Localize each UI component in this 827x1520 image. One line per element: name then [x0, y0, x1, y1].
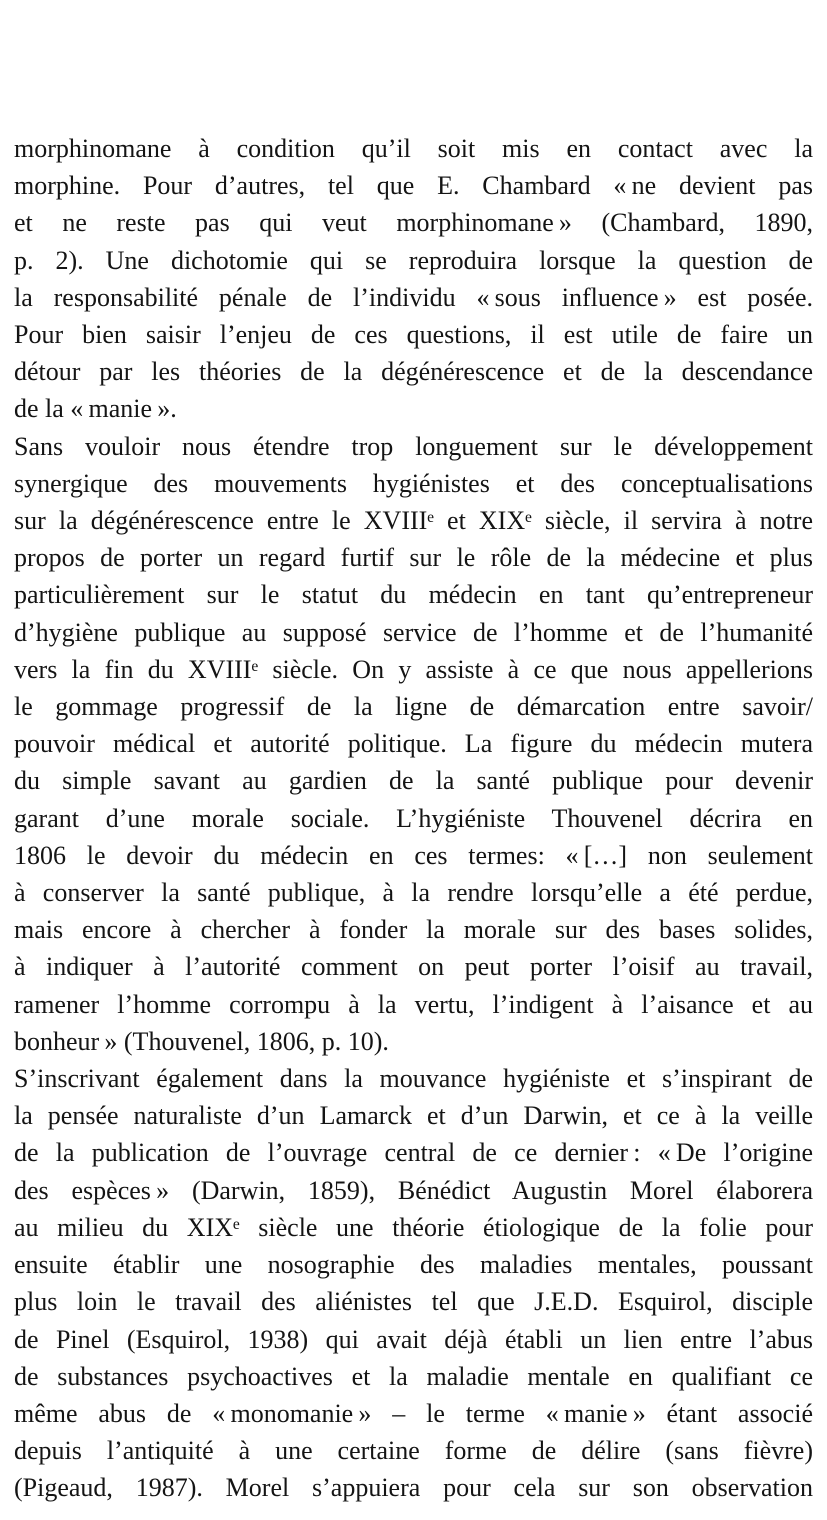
text-line: mais encore à chercher à fonder la morale sur des bases solides, [14, 915, 813, 945]
text-line: plus loin le travail des aliénistes tel que J.E.D. Esquirol, disciple [14, 1287, 813, 1317]
text-line: des espèces » (Darwin, 1859), Bénédict Augustin Morel élaborera [14, 1175, 813, 1205]
body-text [14, 130, 813, 1507]
text-line: même abus de « monomanie » – le terme « manie » étant associé [14, 1398, 813, 1428]
text-line: propos de porter un regard furtif sur le rôle de la médecine et plus [14, 543, 813, 573]
text-line: pouvoir médical et autorité politique. La figure du médecin mutera [14, 729, 813, 759]
text-line: de la publication de l’ouvrage central de ce dernier : « De l’origine [14, 1138, 813, 1168]
text-line: au milieu du XIXᵉ siècle une théorie étiologique de la folie pour [14, 1212, 813, 1242]
text-line: S’inscrivant également dans la mouvance hygiéniste et s’inspirant de [14, 1064, 813, 1094]
text-line: sur la dégénérescence entre le XVIIIᵉ et XIXᵉ siècle, il servira à notre [14, 506, 813, 536]
text-line: à conserver la santé publique, à la rendre lorsqu’elle a été perdue, [14, 878, 813, 908]
text-line: le gommage progressif de la ligne de démarcation entre savoir/ [14, 692, 813, 722]
text-line: et ne reste pas qui veut morphinomane » (Chambard, 1890, [14, 208, 813, 238]
text-line: du simple savant au gardien de la santé publique pour devenir [14, 766, 813, 796]
text-line: bonheur » (Thouvenel, 1806, p. 10). [14, 1026, 389, 1056]
text-line: morphine. Pour d’autres, tel que E. Chambard « ne devient pas [14, 171, 813, 201]
text-line: vers la fin du XVIIIᵉ siècle. On y assiste à ce que nous appellerions [14, 654, 813, 684]
text-line: détour par les théories de la dégénérescence et de la descendance [14, 357, 813, 387]
text-line: synergique des mouvements hygiénistes et des conceptualisations [14, 468, 813, 498]
text-line: depuis l’antiquité à une certaine forme de délire (sans fièvre) [14, 1436, 813, 1466]
text-line: de substances psychoactives et la maladie mentale en qualifiant ce [14, 1361, 813, 1391]
text-line: de la « manie ». [14, 394, 177, 424]
text-line: ramener l’homme corrompu à la vertu, l’indigent à l’aisance et au [14, 989, 813, 1019]
text-line: Sans vouloir nous étendre trop longuement sur le développement [14, 431, 813, 461]
text-line: morphinomane à condition qu’il soit mis en contact avec la [14, 134, 813, 163]
text-line: (Pigeaud, 1987). Morel s’appuiera pour cela sur son observation [14, 1473, 813, 1503]
text-line: la pensée naturaliste d’un Lamarck et d’un Darwin, et ce à la veille [14, 1101, 813, 1131]
text-line: ensuite établir une nosographie des maladies mentales, poussant [14, 1250, 813, 1280]
text-line: p. 2). Une dichotomie qui se reproduira lorsque la question de [14, 245, 813, 275]
text-line: la responsabilité pénale de l’individu « sous influence » est posée. [14, 282, 813, 312]
text-line: Pour bien saisir l’enjeu de ces questions, il est utile de faire un [14, 320, 813, 350]
text-line: particulièrement sur le statut du médecin en tant qu’entrepreneur [14, 580, 813, 610]
text-line: 1806 le devoir du médecin en ces termes: « […] non seulement [14, 840, 813, 870]
text-line: de Pinel (Esquirol, 1938) qui avait déjà établi un lien entre l’abus [14, 1324, 813, 1354]
text-line: d’hygiène publique au supposé service de l’homme et de l’humanité [14, 617, 813, 647]
text-line: à indiquer à l’autorité comment on peut porter l’oisif au travail, [14, 952, 813, 982]
text-line: garant d’une morale sociale. L’hygiéniste Thouvenel décrira en [14, 803, 813, 833]
